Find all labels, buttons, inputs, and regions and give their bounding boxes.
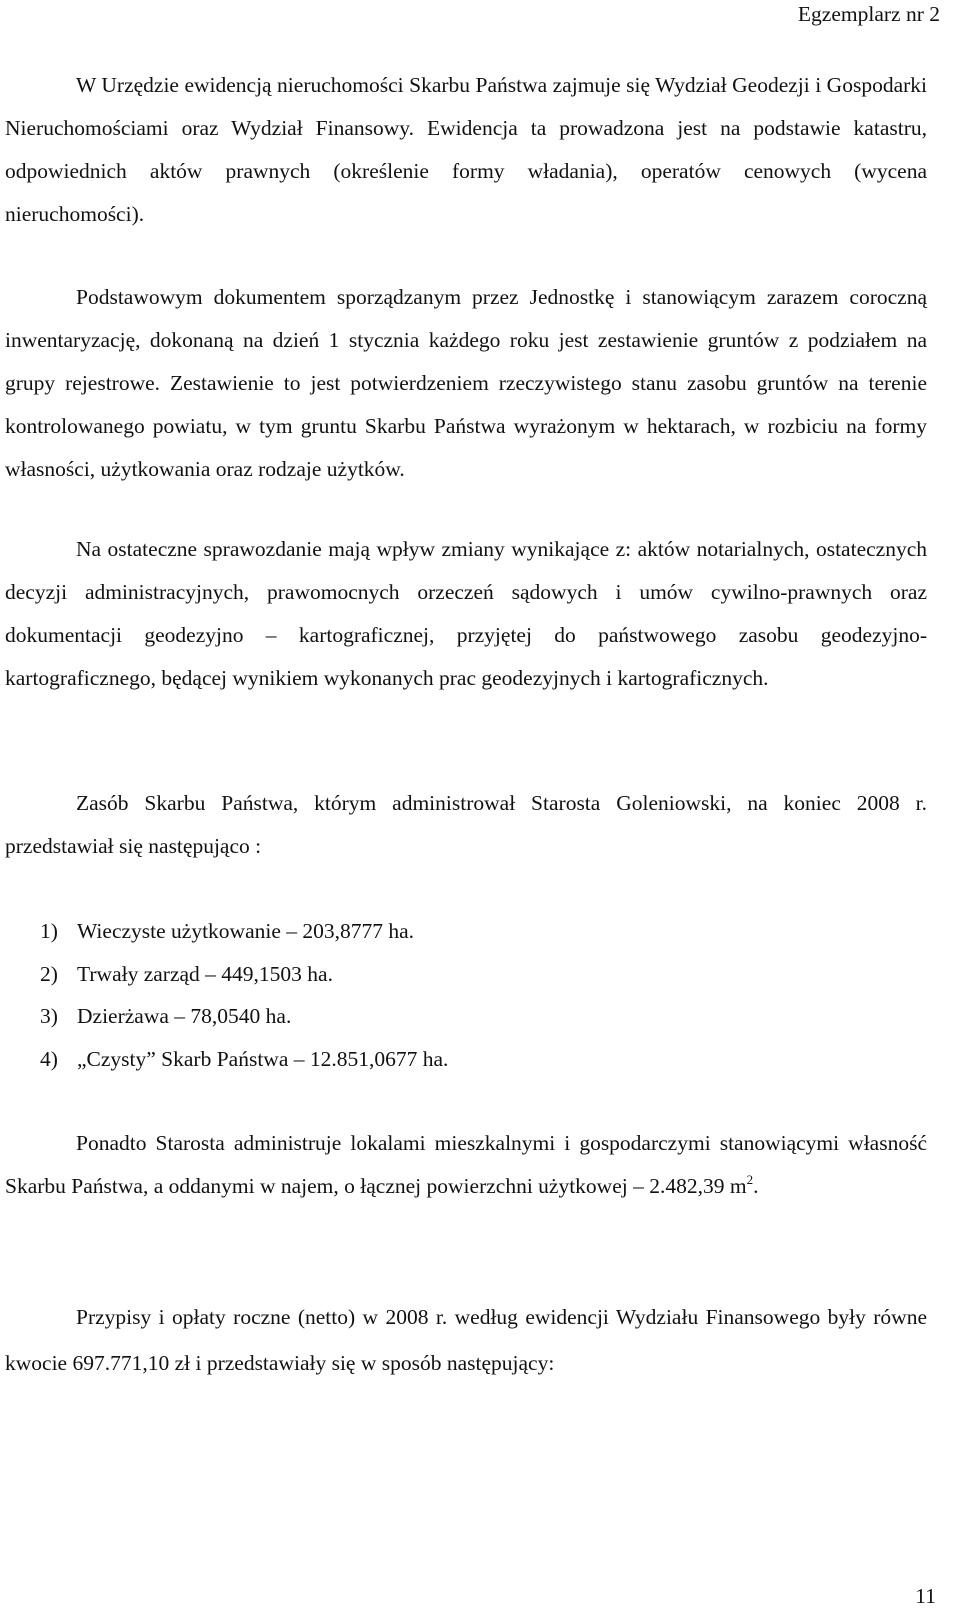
- list-item-text: Trwały zarząd – 449,1503 ha.: [77, 961, 333, 986]
- paragraph-property-records: W Urzędzie ewidencją nieruchomości Skarbu Państwa zajmuje się Wydział Geodezji i Gospodarki Nieruchomościami oraz Wydział Finansowy. Ewidencja ta prowadzona jest na podstawie katastru, odpowiednich aktów prawnych (określenie formy władania), operatów cenowych (wycena nieruchomości).: [5, 73, 927, 226]
- paragraph-fees: Przypisy i opłaty roczne (netto) w 2008 r. według ewidencji Wydziału Finansowego były równe kwocie 697.771,10 zł i przedstawiały się w sposób następujący:: [5, 1305, 927, 1375]
- page-number: 11: [915, 1583, 936, 1608]
- list-item-text: „Czysty” Skarb Państwa – 12.851,0677 ha.: [77, 1046, 449, 1071]
- paragraph-state-resources-intro: Zasób Skarbu Państwa, którym administrował Starosta Goleniowski, na koniec 2008 r. przedstawiał się następująco :: [5, 791, 927, 858]
- list-item-number: 1): [40, 919, 58, 943]
- list-item-text: Dzierżawa – 78,0540 ha.: [77, 1004, 292, 1028]
- paragraph-report-changes: Na ostateczne sprawozdanie mają wpływ zmiany wynikające z: aktów notarialnych, ostatecznych decyzji administracyjnych, prawomocnych orzeczeń sądowych i umów cywilno-prawnych oraz dokumentacji geodezyjno – kartograficznej, przyjętej do państwowego zasobu geodezyjno-kartograficznego, będącej wynikiem wykonanych prac geodezyjnych i kartograficznych.: [5, 537, 927, 690]
- list-item-text: Wieczyste użytkowanie – 203,8777 ha.: [77, 919, 415, 943]
- list-item: [40, 1038, 448, 1081]
- paragraph-land-inventory: Podstawowym dokumentem sporządzanym przez Jednostkę i stanowiącym zarazem coroczną inwentaryzację, dokonaną na dzień 1 stycznia każdego roku jest zestawienie gruntów z podziałem na grupy rejestrowe. Zestawienie to jest potwierdzeniem rzeczywistego stanu zasobu gruntów na terenie kontrolowanego powiatu, w tym gruntu Skarbu Państwa wyrażonym w hektarach, w rozbiciu na formy własności, użytkowania oraz rodzaje użytków.: [5, 285, 927, 481]
- resource-list: [40, 910, 448, 1080]
- paragraph-premises: [5, 1122, 927, 1210]
- list-item: [40, 995, 448, 1038]
- list-item-number: 3): [40, 1004, 58, 1028]
- list-item-number: 4): [40, 1046, 58, 1071]
- list-item-number: 2): [40, 961, 58, 986]
- premises-end: .: [753, 1174, 759, 1198]
- list-item: [40, 910, 448, 953]
- area-unit-superscript: 2: [746, 1172, 754, 1187]
- copy-number-label: Egzemplarz nr 2: [797, 2, 940, 26]
- premises-text: Ponadto Starosta administruje lokalami mieszkalnymi i gospodarczymi stanowiącymi własność Skarbu Państwa, a oddanymi w najem, o łącznej powierzchni użytkowej – 2.482,39 m: [5, 1131, 927, 1198]
- list-item: [40, 953, 448, 996]
